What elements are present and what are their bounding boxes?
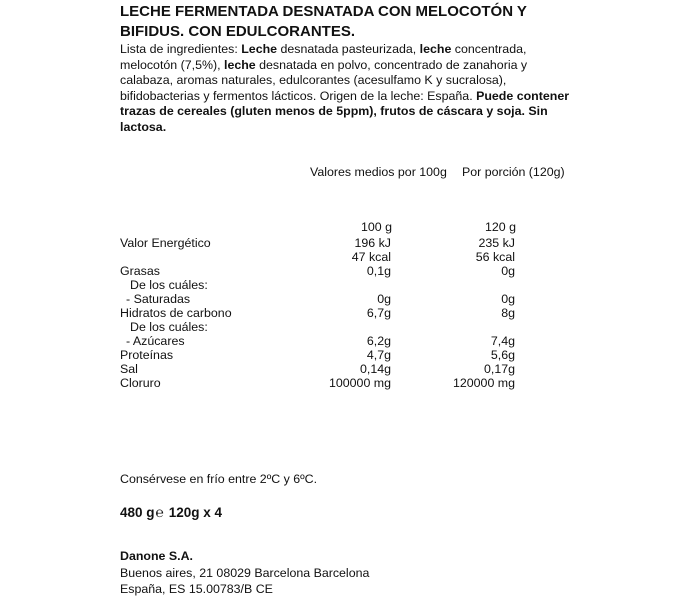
nutrient-label: Sal (120, 362, 138, 376)
nutrition-row (0, 306, 700, 320)
net-weight-total: 480 g (120, 505, 155, 520)
storage-instructions: Consérvese en frío entre 2ºC y 6ºC. (120, 472, 318, 486)
net-weight-units: 120g x 4 (168, 505, 222, 520)
nutrient-value-per-portion: 0,17g (483, 362, 515, 376)
estimated-sign-icon: ℮ (155, 504, 164, 520)
nutrient-value-per-100g: 6,2g (366, 334, 391, 348)
nutrient-label: De los cuáles: (130, 278, 208, 292)
nutrient-value-per-portion: 235 kJ (478, 236, 515, 250)
nutrition-row (0, 362, 700, 376)
nutrition-row (0, 278, 700, 292)
nutrition-row (0, 220, 700, 234)
allergen-warning: Puede contener trazas de cereales (gluten menos de 5ppm), frutos de cáscara y soja. Sin lactosa. (120, 88, 570, 134)
nutrient-label: Proteínas (120, 348, 174, 362)
nutrient-value-per-100g: 0g (377, 292, 391, 306)
company-info (120, 548, 369, 598)
nutrition-row (0, 376, 700, 390)
nutrient-value-per-100g: 4,7g (366, 348, 391, 362)
ingredient-allergen: leche (419, 42, 452, 56)
product-title: LECHE FERMENTADA DESNATADA CON MELOCOTÓN Y BIFIDUS. CON EDULCORANTES. (120, 3, 527, 40)
nutrient-value-per-100g: 47 kcal (351, 250, 391, 264)
nutrient-value-per-portion: 120000 mg (452, 376, 515, 390)
nutrient-label: - Azúcares (126, 334, 185, 348)
nutrient-value-per-portion: 56 kcal (475, 250, 515, 264)
net-weight (120, 504, 222, 520)
nutrient-value-per-portion: 120 g (484, 220, 516, 234)
nutrition-row (0, 348, 700, 362)
nutrient-value-per-portion: 7,4g (490, 334, 515, 348)
nutrition-row (0, 334, 700, 348)
nutrient-value-per-portion: 0g (501, 264, 515, 278)
nutrition-col1-header: Valores medios por 100g (310, 165, 447, 179)
nutrient-value-per-portion: 5,6g (490, 348, 515, 362)
nutrient-value-per-100g: 0,14g (359, 362, 391, 376)
nutrient-label: Valor Energético (120, 236, 211, 250)
ingredient-allergen: leche (224, 57, 256, 72)
nutrition-row (0, 320, 700, 334)
nutrition-row (0, 292, 700, 306)
nutrition-row (0, 250, 700, 264)
nutrient-value-per-100g: 100000 mg (328, 376, 391, 390)
ingredient-text: concentrada, melocotón (7,5%), (120, 42, 527, 72)
nutrient-label: Hidratos de carbono (120, 306, 232, 320)
ingredients-paragraph (120, 42, 580, 136)
nutrient-label: De los cuáles: (130, 320, 208, 334)
company-name: Danone S.A. (120, 549, 193, 563)
nutrient-value-per-100g: 100 g (360, 220, 392, 234)
nutrient-label: Cloruro (120, 376, 161, 390)
ingredient-text: desnatada en polvo, concentrado de zanahoria y calabaza, aromas naturales, edulcorantes (acesulfamo K y sucralosa), bifidobacterias y fermentos lácticos. Origen de la leche: España. (120, 57, 528, 103)
nutrition-row (0, 264, 700, 278)
ingredient-text: desnatada pasteurizada, (277, 42, 420, 56)
ingredient-allergen: Leche (241, 42, 278, 56)
ingredients-label: Lista de ingredientes: (120, 42, 242, 56)
nutrient-value-per-100g: 0,1g (366, 264, 391, 278)
nutrient-label: - Saturadas (126, 292, 191, 306)
company-address: Buenos aires, 21 08029 Barcelona Barcelona (120, 565, 370, 580)
nutrition-row (0, 236, 700, 250)
nutrient-value-per-portion: 0g (501, 292, 515, 306)
nutrient-label: Grasas (120, 264, 160, 278)
nutrient-value-per-100g: 6,7g (366, 306, 391, 320)
nutrient-value-per-100g: 196 kJ (354, 236, 391, 250)
company-registration: España, ES 15.00783/B CE (120, 582, 273, 596)
nutrition-col2-header: Por porción (120g) (462, 165, 565, 179)
nutrient-value-per-portion: 8g (501, 306, 515, 320)
